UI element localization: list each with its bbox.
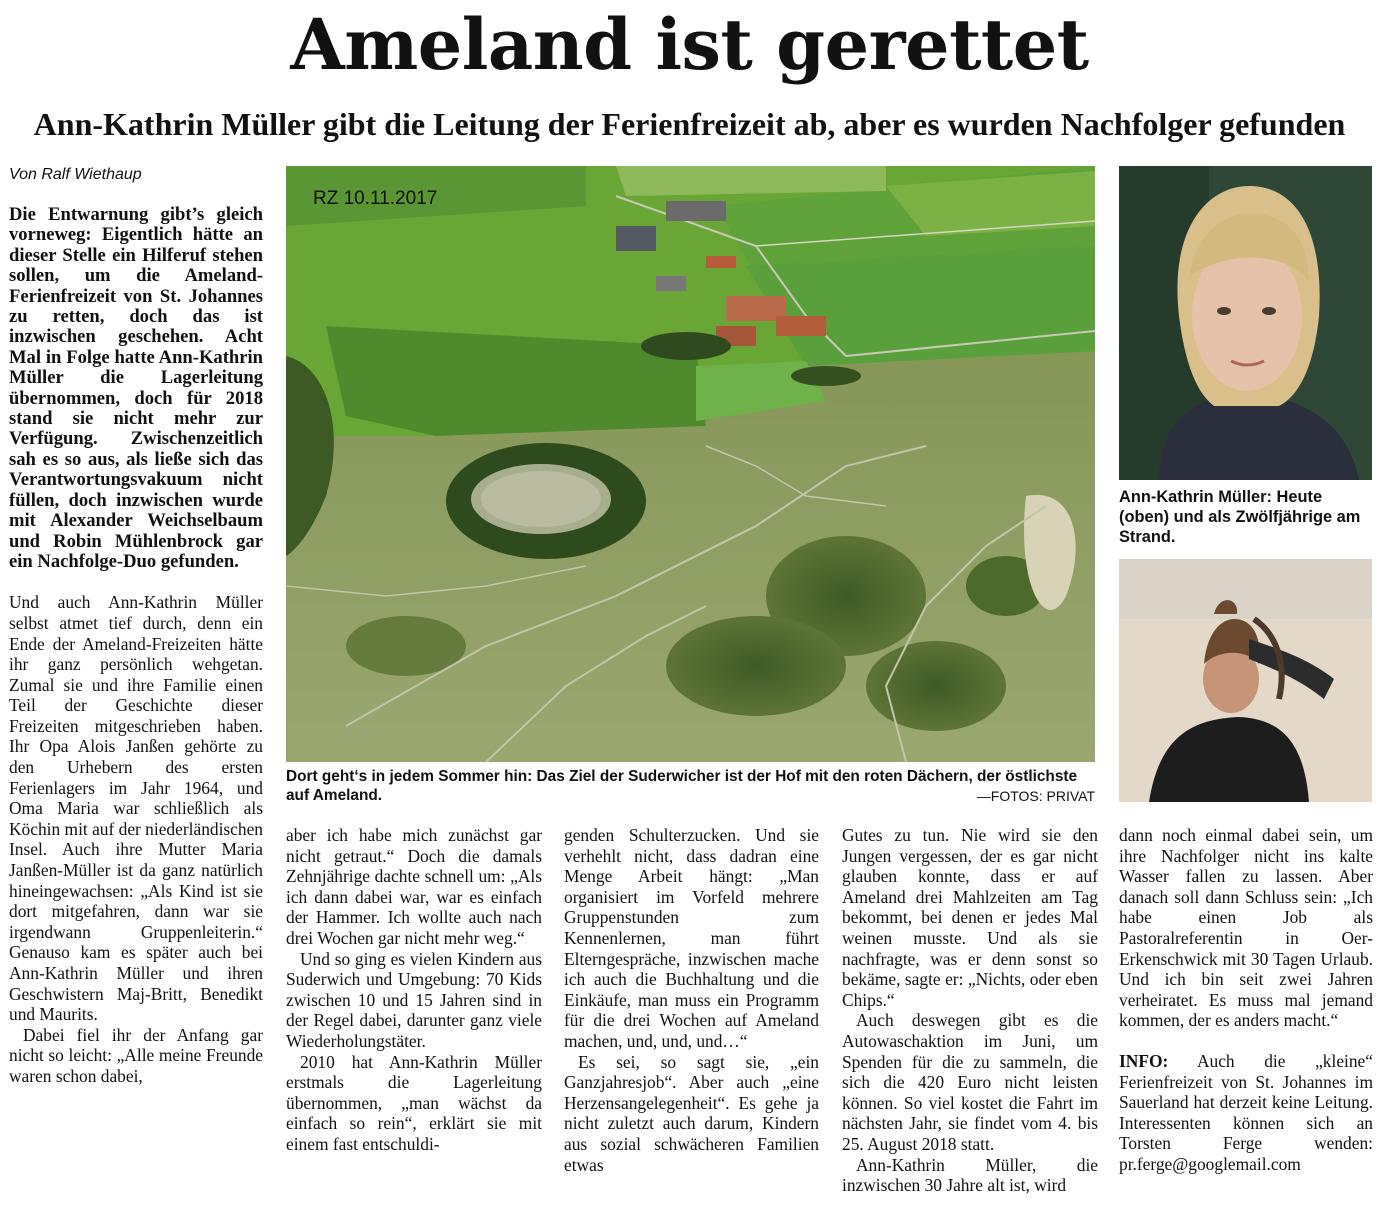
body-paragraph: Und so ging es vielen Kindern aus Suderwich und Umgebung: 70 Kids zwischen 10 und 15 Jahren sind in der Regel dabei, darunter ganz viele Wiederholungstäter. xyxy=(286,948,542,1051)
column-2 xyxy=(286,825,542,1155)
aerial-photo xyxy=(286,166,1095,762)
subheadline: Ann-Kathrin Müller gibt die Leitung der Ferienfreizeit ab, aber es wurden Nachfolger gefunden xyxy=(33,106,1346,142)
aerial-landscape-image xyxy=(286,166,1095,762)
side-photo-caption: Ann-Kathrin Müller: Heute (oben) und als Zwölfjährige am Strand. xyxy=(1119,488,1361,546)
main-photo-caption: Dort geht‘s in jedem Sommer hin: Das Ziel der Suderwicher ist der Hof mit den roten Dächern, der östlichste auf Ameland. xyxy=(286,768,1078,804)
column-4 xyxy=(842,825,1098,1196)
portrait-image xyxy=(1119,166,1372,480)
childhood-beach-photo xyxy=(1119,559,1372,802)
headline: Ameland ist gerettet xyxy=(290,3,1089,86)
body-paragraph: Gutes zu tun. Nie wird sie den Jungen vergessen, der es gar nicht glauben konnte, dass er auf Ameland drei Mahlzeiten am Tag bekommt, bei denen er jedes Mal weinen musste. Und als sie nachfragte, was er denn sonst so bekäme, sagte er: „Nichts, oder eben Chips.“ xyxy=(842,825,1098,1010)
body-paragraph: Ann-Kathrin Müller, die inzwischen 30 Jahre alt ist, wird xyxy=(842,1154,1098,1196)
byline: Von Ralf Wiethaup xyxy=(9,166,142,183)
column-3 xyxy=(564,825,819,1175)
lead-paragraph: Die Entwarnung gibt’s gleich vorneweg: Eigentlich hätte an dieser Stelle ein Hilferuf stehen sollen, um die Ameland-Ferienfreizeit von St. Johannes zu retten, doch das ist inzwischen geschehen. Acht Mal in Folge hatte Ann-Kathrin Müller die Lagerleitung übernommen, doch für 2018 stand sie nicht mehr zur Verfügung. Zwischenzeitlich sah es so aus, als ließe sich das Verantwortungsvakuum nicht füllen, doch inzwischen wurde mit Alexander Weichselbaum und Robin Mühlenbrock gar ein Nachfolge-Duo gefunden. xyxy=(9,204,263,572)
info-box xyxy=(1119,1051,1373,1175)
beach-image xyxy=(1119,559,1372,802)
body-paragraph: aber ich habe mich zunächst gar nicht getraut.“ Doch die damals Zehnjährige dachte schnell um: „Als ich dann dabei war, war es einfach der Hammer. Ich wollte auch nach drei Wochen gar nicht mehr weg.“ xyxy=(286,825,542,948)
portrait-photo-today xyxy=(1119,166,1372,480)
info-text: Auch die „kleine“ Ferienfreizeit von St. Johannes im Sauerland hat derzeit keine Leitung. Interessenten können sich an Torsten Ferge wenden: pr.ferge@googlemail.com xyxy=(1119,1050,1373,1174)
body-paragraph: genden Schulterzucken. Und sie verhehlt nicht, dass dadran eine Menge Arbeit hängt: „Man organisiert im Vorfeld mehrere Gruppenstunden zum Kennenlernen, man führt Elterngespräche, inzwischen mache ich auch die Buchhaltung und die Einkäufe, man muss ein Programm für die drei Wochen auf Ameland machen, und, und, und…“ xyxy=(564,825,819,1051)
column-1 xyxy=(9,205,263,1087)
body-paragraph: Und auch Ann-Kathrin Müller selbst atmet tief durch, denn ein Ende der Ameland-Freizeiten hätte ihr ganz persönlich wehgetan. Zumal sie und ihre Familie einen Teil der Geschichte dieser Freizeiten mitgeschrieben haben. Ihr Opa Alois Janßen gehörte zu den Urhebern des ersten Ferienlagers im Jahr 1964, und Oma Maria war schließlich als Köchin mit auf der niederländischen Insel. Auch ihre Mutter Maria Janßen-Müller ist da ganz natürlich hineingewachsen: „Als Kind ist sie dort mitgefahren, dann war sie irgendwann Gruppenleiterin.“ Genauso kam es später auch bei Ann-Kathrin Müller und ihren Geschwistern Maj-Britt, Benedikt und Maurits. xyxy=(9,592,264,1025)
info-label: INFO: xyxy=(1119,1050,1169,1071)
body-paragraph: Es sei, so sagt sie, „ein Ganzjahresjob“. Aber auch „eine Herzensangelegenheit“. Es gehe ja nicht zuletzt auch darum, Kindern aus sozial schwächeren Familien etwas xyxy=(564,1051,819,1175)
body-paragraph: Auch deswegen gibt es die Autowaschaktion im Juni, um Spenden für die zu sammeln, die sich die 420 Euro nicht leisten können. So viel kostet die Fahrt im nächsten Jahr, sie findet vom 4. bis 25. August 2018 statt. xyxy=(842,1010,1098,1154)
body-paragraph: Dabei fiel ihr der Anfang gar nicht so leicht: „Alle meine Freunde waren schon dabei, xyxy=(9,1024,263,1086)
column-5 xyxy=(1119,825,1373,1175)
body-paragraph: dann noch einmal dabei sein, um ihre Nachfolger nicht ins kalte Wasser fallen zu lassen. Aber danach soll dann Schluss sein: „Ich habe einen Job als Pastoralreferentin in Oer-Erkenschwick mit 30 Tagen Urlaub. Und ich bin seit zwei Jahren verheiratet. Es muss mal jemand kommen, der es anders macht.“ xyxy=(1119,825,1373,1031)
photo-credit: —FOTOS: PRIVAT xyxy=(976,788,1095,804)
body-paragraph: 2010 hat Ann-Kathrin Müller erstmals die Lagerleitung übernommen, „man wächst da einfach so rein“, erklärt sie mit einem fast entschuldi- xyxy=(286,1051,542,1154)
date-stamp: RZ 10.11.2017 xyxy=(313,188,438,209)
